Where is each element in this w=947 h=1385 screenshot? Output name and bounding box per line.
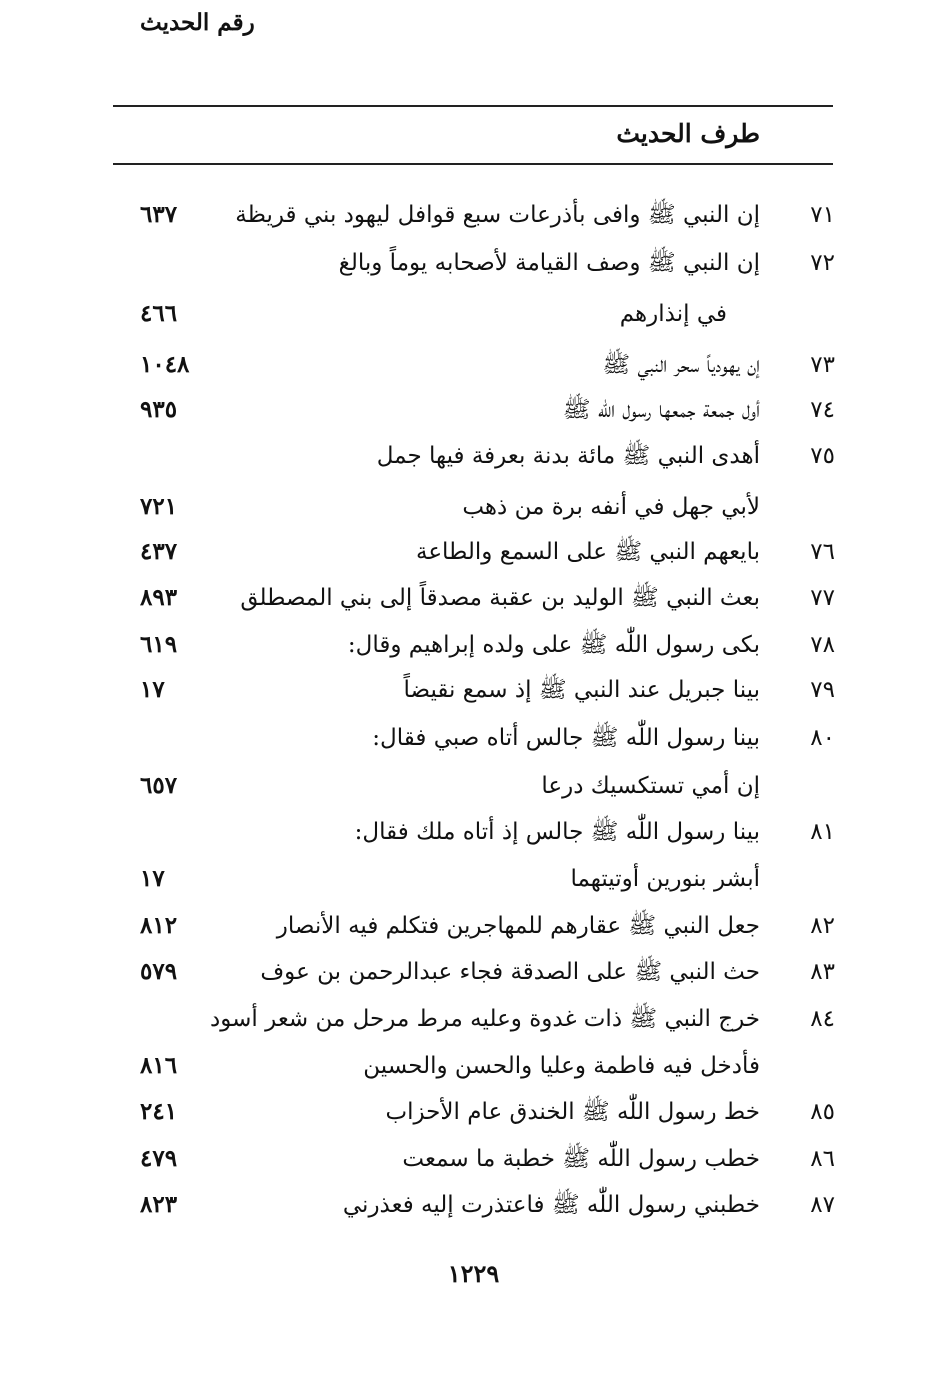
hadith-text: إن أمي تستكسيك درعا bbox=[541, 773, 760, 799]
index-row bbox=[0, 291, 947, 337]
index-row bbox=[0, 433, 947, 479]
index-row bbox=[0, 715, 947, 761]
row-index: ٧٧ bbox=[810, 585, 835, 611]
hadith-number: ٦٥٧ bbox=[140, 772, 178, 799]
header-top-rule bbox=[113, 105, 833, 107]
hadith-number: ٦٣٧ bbox=[140, 201, 178, 228]
hadith-text: لأبي جهل في أنفه برة من ذهب bbox=[462, 494, 760, 520]
hadith-text: أهدى النبي ﷺ مائة بدنة بعرفة فيها جمل bbox=[376, 443, 760, 469]
hadith-number: ٧٢١ bbox=[140, 493, 178, 520]
index-row bbox=[0, 1043, 947, 1089]
row-index: ٧١ bbox=[810, 202, 835, 228]
index-row bbox=[0, 484, 947, 530]
row-index: ٨٦ bbox=[810, 1146, 835, 1172]
hadith-text: بكى رسول اللّٰه ﷺ على ولده إبراهيم وقال: bbox=[347, 632, 760, 658]
row-index: ٧٣ bbox=[810, 352, 835, 378]
page-number: ١٢٢٩ bbox=[447, 1259, 500, 1288]
index-row bbox=[0, 903, 947, 949]
index-row bbox=[0, 387, 947, 433]
index-row bbox=[0, 856, 947, 902]
index-row bbox=[0, 996, 947, 1042]
header-bottom-rule bbox=[113, 163, 833, 165]
index-row bbox=[0, 240, 947, 286]
index-row bbox=[0, 667, 947, 713]
hadith-number: ٤٦٦ bbox=[140, 300, 178, 327]
hadith-text: إن النبي ﷺ وصف القيامة لأصحابه يوماً وبالغ bbox=[338, 250, 760, 276]
hadith-number: ١٧ bbox=[140, 676, 165, 703]
row-index: ٨٣ bbox=[810, 959, 835, 985]
header-hadith-start: طرف الحديث bbox=[616, 119, 760, 148]
index-row bbox=[0, 1182, 947, 1228]
hadith-text: جعل النبي ﷺ عقارهم للمهاجرين فتكلم فيه الأنصار bbox=[276, 913, 760, 939]
row-index: ٧٨ bbox=[810, 632, 835, 658]
hadith-number: ١٧ bbox=[140, 865, 165, 892]
row-index: ٧٢ bbox=[810, 250, 835, 276]
header-hadith-number: رقم الحديث bbox=[140, 9, 255, 36]
index-row bbox=[0, 192, 947, 238]
hadith-text: خطبني رسول اللّٰه ﷺ فاعتذرت إليه فعذرني bbox=[342, 1192, 760, 1218]
index-row bbox=[0, 1136, 947, 1182]
hadith-text: أبشر بنورين أوتيتهما bbox=[570, 866, 760, 892]
row-index: ٧٦ bbox=[810, 539, 835, 565]
hadith-text: بايعهم النبي ﷺ على السمع والطاعة bbox=[415, 539, 760, 565]
row-index: ٨١ bbox=[810, 819, 835, 845]
row-index: ٧٩ bbox=[810, 677, 835, 703]
row-index: ٨٥ bbox=[810, 1099, 835, 1125]
hadith-number: ٨٢٣ bbox=[140, 1191, 178, 1218]
row-index: ٨٠ bbox=[810, 725, 835, 751]
hadith-number: ٦١٩ bbox=[140, 631, 178, 658]
hadith-text: فأدخل فيه فاطمة وعليا والحسن والحسين bbox=[363, 1053, 760, 1079]
index-row bbox=[0, 622, 947, 668]
hadith-number: ٨٩٣ bbox=[140, 584, 178, 611]
hadith-number: ١٠٤٨ bbox=[140, 351, 190, 378]
hadith-text: خطب رسول اللّٰه ﷺ خطبة ما سمعت bbox=[402, 1146, 760, 1172]
hadith-number: ٤٣٧ bbox=[140, 538, 178, 565]
hadith-text: إن النبي ﷺ وافى بأذرعات سبع قوافل ليهود بني قريظة bbox=[235, 202, 760, 228]
hadith-number: ٤٧٩ bbox=[140, 1145, 178, 1172]
hadith-number: ٨١٦ bbox=[140, 1052, 178, 1079]
hadith-number: ٨١٢ bbox=[140, 912, 178, 939]
hadith-text: خرج النبي ﷺ ذات غدوة وعليه مرط مرحل من شعر أسود bbox=[210, 1006, 760, 1032]
hadith-text: إن يهودياً سحر النبي ﷺ bbox=[602, 352, 760, 378]
hadith-text: بعث النبي ﷺ الوليد بن عقبة مصدقاً إلى بني المصطلق bbox=[240, 585, 760, 611]
hadith-number: ٢٤١ bbox=[140, 1098, 178, 1125]
hadith-text: أول جمعة جمعها رسول اللّٰه ﷺ bbox=[562, 397, 760, 423]
index-row bbox=[0, 1089, 947, 1135]
row-index: ٨٢ bbox=[810, 913, 835, 939]
hadith-text: بينا رسول اللّٰه ﷺ جالس إذ أتاه ملك فقال: bbox=[354, 819, 760, 845]
row-index: ٨٤ bbox=[810, 1006, 835, 1032]
index-row bbox=[0, 949, 947, 995]
hadith-number: ٩٣٥ bbox=[140, 396, 178, 423]
hadith-number: ٥٧٩ bbox=[140, 958, 178, 985]
row-index: ٨٧ bbox=[810, 1192, 835, 1218]
row-index: ٧٥ bbox=[810, 443, 835, 469]
hadith-text: خط رسول اللّٰه ﷺ الخندق عام الأحزاب bbox=[385, 1099, 760, 1125]
index-row bbox=[0, 763, 947, 809]
hadith-text: بينا جبريل عند النبي ﷺ إذ سمع نقيضاً bbox=[403, 677, 760, 703]
hadith-text: بينا رسول اللّٰه ﷺ جالس أتاه صبي فقال: bbox=[372, 725, 760, 751]
hadith-text: في إنذارهم bbox=[619, 301, 727, 327]
hadith-text: حث النبي ﷺ على الصدقة فجاء عبدالرحمن بن عوف bbox=[260, 959, 760, 985]
index-row bbox=[0, 809, 947, 855]
index-row bbox=[0, 342, 947, 388]
row-index: ٧٤ bbox=[810, 397, 835, 423]
index-row bbox=[0, 575, 947, 621]
index-row bbox=[0, 529, 947, 575]
